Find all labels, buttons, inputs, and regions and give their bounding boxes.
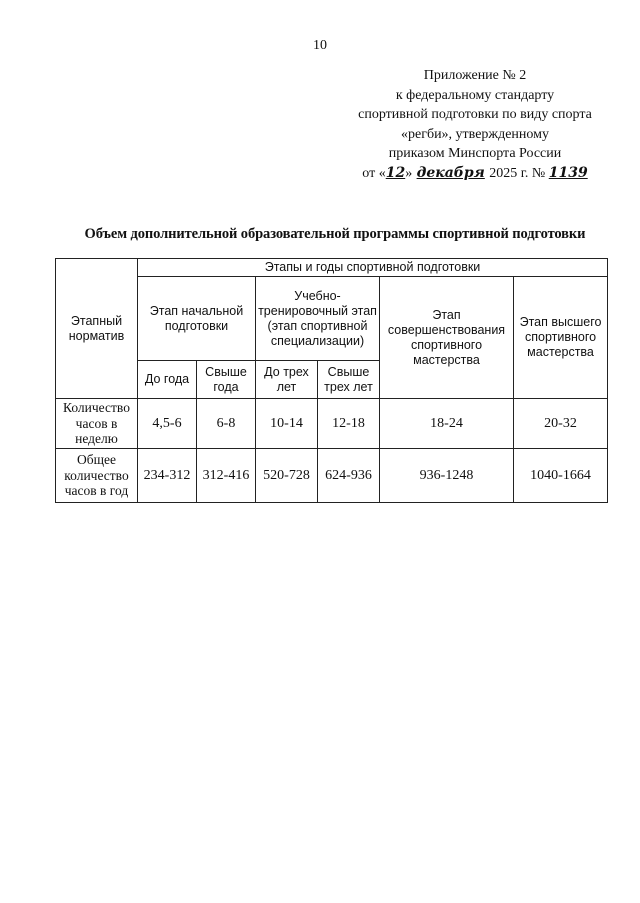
- row-label-weekly-hours: Количество часов в неделю: [56, 399, 138, 449]
- subheader-over-three: Свыше трех лет: [318, 361, 380, 399]
- handwritten-order-number: 1139: [548, 164, 588, 181]
- handwritten-month: декабря: [416, 164, 485, 181]
- date-mid: »: [405, 165, 413, 181]
- appendix-standard-line: к федеральному стандарту: [395, 87, 555, 103]
- header-norm: Этапный норматив: [56, 259, 138, 399]
- row-label-yearly-hours: Общее количество часов в год: [56, 449, 138, 503]
- appendix-sport-line: спортивной подготовки по виду спорта: [358, 107, 592, 122]
- table-cell: 936-1248: [380, 449, 514, 503]
- table-stage-row: [56, 277, 608, 361]
- header-higher-stage: Этап высшего спортивного мастерства: [514, 277, 608, 399]
- appendix-date-line: [340, 164, 610, 184]
- table-row: [56, 449, 608, 503]
- table-cell: 10-14: [256, 399, 318, 449]
- appendix-sport-name-line: «регби», утвержденному: [400, 126, 550, 142]
- subheader-up-to-three: До трех лет: [256, 361, 318, 399]
- header-improvement-stage: Этап совершенствования спортивного мастерства: [380, 277, 514, 399]
- subheader-up-to-year: До года: [138, 361, 197, 399]
- appendix-header: [340, 66, 610, 183]
- table-cell: 20-32: [514, 399, 608, 449]
- table-cell: 6-8: [197, 399, 256, 449]
- table-cell: 624-936: [318, 449, 380, 503]
- appendix-title: Приложение № 2: [423, 68, 527, 83]
- table-cell: 234-312: [138, 449, 197, 503]
- norms-table: [55, 258, 608, 503]
- table-cell: 12-18: [318, 399, 380, 449]
- table-cell: 18-24: [380, 399, 514, 449]
- table-cell: 4,5-6: [138, 399, 197, 449]
- handwritten-day: 12: [385, 164, 406, 181]
- header-stages-group: Этапы и годы спортивной подготовки: [138, 259, 608, 277]
- document-title: Объем дополнительной образовательной программы спортивной подготовки: [84, 226, 586, 242]
- header-initial-stage: Этап начальной подготовки: [138, 277, 256, 361]
- subheader-over-year: Свыше года: [197, 361, 256, 399]
- table-row: [56, 399, 608, 449]
- date-prefix: от «: [362, 165, 386, 181]
- header-training-stage: Учебно-тренировочный этап (этап спортивной специализации): [256, 277, 380, 361]
- table-header-row: [56, 259, 608, 277]
- page-number: 10: [313, 38, 327, 53]
- date-year: 2025 г. №: [489, 165, 546, 181]
- appendix-order-line: приказом Минспорта России: [388, 146, 562, 161]
- table-cell: 520-728: [256, 449, 318, 503]
- table-cell: 1040-1664: [514, 449, 608, 503]
- table-cell: 312-416: [197, 449, 256, 503]
